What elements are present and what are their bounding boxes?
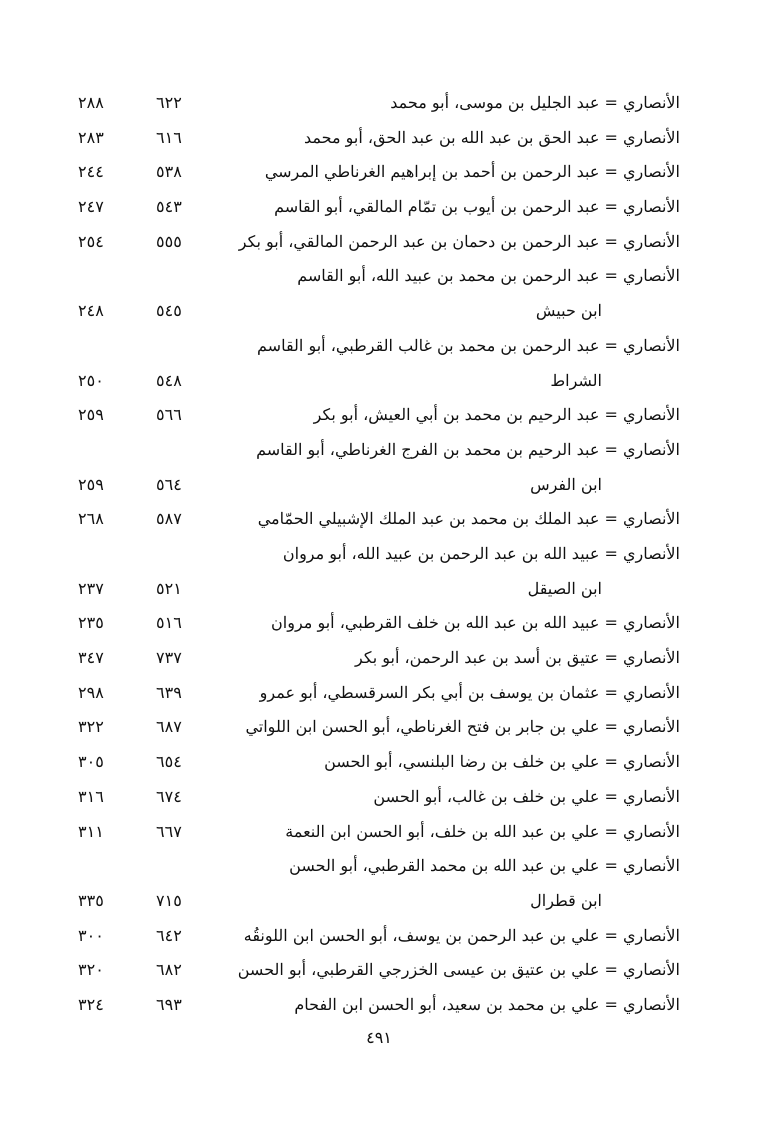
page-number: ٢٥٠	[78, 370, 104, 390]
page-folio: ٤٩١	[366, 1028, 392, 1047]
page-number: ٣٣٥	[78, 890, 104, 910]
entry-name-line: الأنصاري = عبد الرحمن بن محمد بن غالب القرطبي، أبو القاسم	[257, 335, 680, 355]
index-entry	[60, 155, 680, 190]
page-number: ٣٠٥	[78, 752, 104, 772]
entry-name	[230, 121, 680, 156]
index-entry	[60, 641, 680, 676]
index-entry	[60, 988, 680, 1023]
index-entry	[60, 121, 680, 156]
page-number: ٢٤٨	[78, 301, 104, 321]
entry-name-line: الأنصاري = علي بن جابر بن فتح الغرناطي، أبو الحسن ابن اللواتي	[245, 717, 680, 737]
index-entry	[60, 815, 680, 850]
entry-number: ٧١٥	[156, 890, 182, 910]
entry-name-line: الأنصاري = عبيد الله بن عبد الله بن خلف القرطبي، أبو مروان	[271, 613, 680, 633]
page-number: ٢٦٨	[78, 509, 104, 529]
index-entry	[60, 537, 680, 606]
entry-number: ٥٤٨	[156, 370, 182, 390]
entry-name	[230, 398, 680, 433]
entry-number: ٦٢٢	[156, 93, 182, 112]
entry-name-line: الأنصاري = عثمان بن يوسف بن أبي بكر السرقسطي، أبو عمرو	[259, 682, 680, 702]
entry-name	[230, 86, 680, 121]
entry-number: ٦٣٩	[156, 682, 182, 702]
entry-name-continuation: ابن الصيقل	[527, 578, 602, 598]
entry-name	[230, 815, 680, 850]
entry-name	[230, 988, 680, 1023]
entry-name	[230, 329, 680, 398]
entry-number: ٥٦٤	[156, 474, 182, 494]
entry-name-line: الأنصاري = علي بن خلف بن غالب، أبو الحسن	[373, 786, 680, 806]
index-entry	[60, 919, 680, 954]
page-number: ٢٣٧	[78, 578, 104, 598]
index-entry	[60, 329, 680, 398]
entry-name-continuation: ابن قطرال	[530, 890, 602, 910]
page-number: ٢٤٧	[78, 197, 104, 217]
entry-name-line: الأنصاري = عبيد الله بن عبد الرحمن بن عبيد الله، أبو مروان	[282, 543, 680, 563]
entry-number: ٥٢١	[156, 578, 182, 598]
page-number: ٣٢٤	[78, 994, 104, 1014]
entry-name	[230, 780, 680, 815]
page-number: ٢٩٨	[78, 682, 104, 702]
entry-name-line: الأنصاري = علي بن عتيق بن عيسى الخزرجي القرطبي، أبو الحسن	[237, 960, 680, 980]
entry-name	[230, 606, 680, 641]
entry-number: ٥١٦	[156, 613, 182, 633]
entry-name-line: الأنصاري = عبد الرحمن بن دحمان بن عبد الرحمن المالقي، أبو بكر	[238, 231, 680, 251]
entry-name-line: الأنصاري = علي بن محمد بن سعيد، أبو الحسن ابن الفحام	[294, 994, 680, 1014]
index-entry	[60, 780, 680, 815]
entry-name-line: الأنصاري = عبد الملك بن محمد بن عبد الملك الإشبيلي الحمّامي	[257, 509, 680, 529]
entry-name	[230, 537, 680, 606]
index-entry	[60, 225, 680, 260]
entry-name-line: الأنصاري = عتيق بن أسد بن عبد الرحمن، أبو بكر	[355, 648, 680, 668]
entry-name	[230, 259, 680, 328]
entry-name	[230, 953, 680, 988]
entry-name	[230, 676, 680, 711]
entry-name	[230, 225, 680, 260]
entry-number: ٦٩٣	[156, 994, 182, 1014]
entry-name	[230, 641, 680, 676]
index-entry	[60, 849, 680, 918]
entry-name	[230, 502, 680, 537]
index-entry	[60, 190, 680, 225]
page-number: ٣٢٢	[78, 717, 104, 737]
entry-name-line: الأنصاري = عبد الرحمن بن أيوب بن تمّام المالقي، أبو القاسم	[274, 197, 680, 217]
page-number: ٢٨٨	[78, 93, 104, 112]
entry-name-line: الأنصاري = علي بن عبد الله بن محمد القرطبي، أبو الحسن	[289, 856, 680, 876]
name-index-list	[60, 86, 680, 1023]
entry-number: ٥٤٣	[156, 197, 182, 217]
page-number: ٢٥٤	[78, 231, 104, 251]
entry-name-line: الأنصاري = عبد الرحيم بن محمد بن الفرج الغرناطي، أبو القاسم	[256, 439, 680, 459]
entry-name-continuation: الشراط	[550, 370, 602, 390]
index-entry	[60, 259, 680, 328]
page-number: ٢٥٩	[78, 474, 104, 494]
index-entry	[60, 606, 680, 641]
index-entry	[60, 745, 680, 780]
page-number: ٣٤٧	[78, 648, 104, 668]
entry-name-line: الأنصاري = علي بن خلف بن رضا البلنسي، أبو الحسن	[324, 752, 680, 772]
page-number: ٢٤٤	[78, 162, 104, 182]
index-entry	[60, 676, 680, 711]
entry-number: ٥٦٦	[156, 405, 182, 425]
entry-name	[230, 849, 680, 918]
entry-name-line: الأنصاري = عبد الرحمن بن أحمد بن إبراهيم الغرناطي المرسي	[264, 162, 680, 182]
page-number: ٣١١	[78, 821, 104, 841]
entry-name-continuation: ابن الفرس	[530, 474, 602, 494]
entry-name-line: الأنصاري = علي بن عبد الله بن خلف، أبو الحسن ابن النعمة	[285, 821, 680, 841]
entry-name	[230, 710, 680, 745]
entry-number: ٦٧٤	[156, 786, 182, 806]
page-number: ٣٠٠	[78, 925, 104, 945]
entry-name	[230, 155, 680, 190]
page-number: ٣٢٠	[78, 960, 104, 980]
entry-number: ٧٣٧	[156, 648, 182, 668]
entry-number: ٦٤٢	[156, 925, 182, 945]
entry-name-line: الأنصاري = عبد الحق بن عبد الله بن عبد الحق، أبو محمد	[303, 127, 680, 147]
entry-name-line: الأنصاري = عبد الرحمن بن محمد بن عبيد الله، أبو القاسم	[297, 266, 680, 286]
index-entry	[60, 710, 680, 745]
entry-name-continuation: ابن حبيش	[535, 301, 602, 321]
entry-number: ٥٥٥	[156, 231, 182, 251]
entry-name-line: الأنصاري = علي بن عبد الرحمن بن يوسف، أبو الحسن ابن اللونقُه	[243, 925, 680, 945]
entry-number: ٦٥٤	[156, 752, 182, 772]
entry-number: ٦٨٧	[156, 717, 182, 737]
entry-number: ٦٦٧	[156, 821, 182, 841]
entry-number: ٥٣٨	[156, 162, 182, 182]
entry-number: ٦٨٢	[156, 960, 182, 980]
index-entry	[60, 433, 680, 502]
page-number: ٢٣٥	[78, 613, 104, 633]
entry-name	[230, 745, 680, 780]
index-entry	[60, 502, 680, 537]
index-entry	[60, 953, 680, 988]
page-number: ٢٨٣	[78, 127, 104, 147]
entry-number: ٦١٦	[156, 127, 182, 147]
entry-number: ٥٤٥	[156, 301, 182, 321]
page-number: ٢٥٩	[78, 405, 104, 425]
entry-name	[230, 919, 680, 954]
index-entry	[60, 86, 680, 121]
index-entry	[60, 398, 680, 433]
entry-name-line: الأنصاري = عبد الجليل بن موسى، أبو محمد	[390, 93, 680, 112]
entry-name	[230, 190, 680, 225]
page-number: ٣١٦	[78, 786, 104, 806]
entry-number: ٥٨٧	[156, 509, 182, 529]
entry-name-line: الأنصاري = عبد الرحيم بن محمد بن أبي العيش، أبو بكر	[313, 405, 680, 425]
entry-name	[230, 433, 680, 502]
